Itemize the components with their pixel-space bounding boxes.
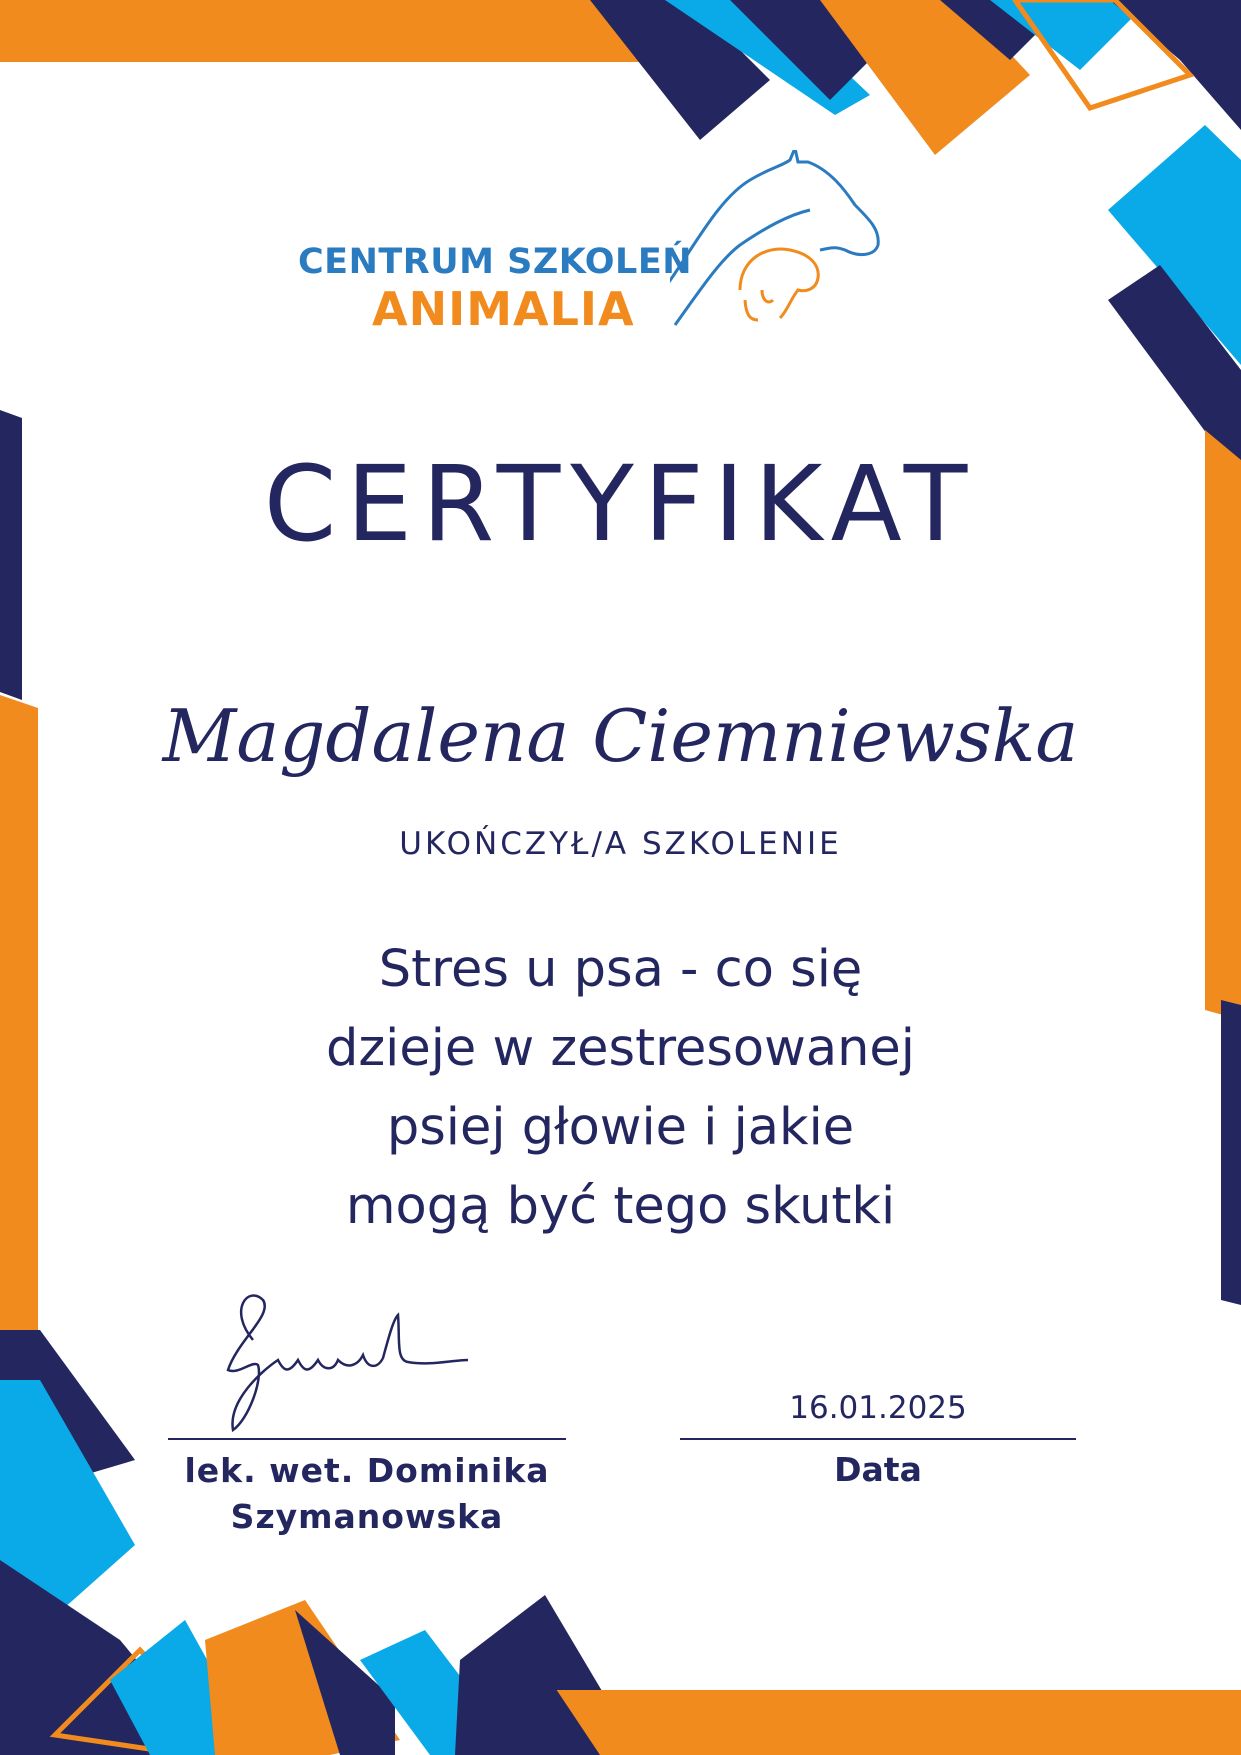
animalia-logo xyxy=(290,150,950,350)
course-title-line: mogą być tego skutki xyxy=(345,1177,896,1236)
logo-line-2: ANIMALIA xyxy=(372,282,635,336)
course-title-line: Stres u psa - co się xyxy=(378,940,863,999)
signer-name-line-2: Szymanowska xyxy=(230,1497,504,1536)
top-orange-bar xyxy=(0,0,640,62)
signature-line xyxy=(168,1438,566,1440)
course-title-line: dzieje w zestresowanej xyxy=(326,1019,915,1078)
course-title-line: psiej głowie i jakie xyxy=(386,1098,855,1157)
right-navy-bar xyxy=(1221,1000,1241,1305)
left-orange-bar xyxy=(0,695,38,1345)
bottom-orange-bar xyxy=(545,1690,1241,1755)
logo-line-1: CENTRUM SZKOLEŃ xyxy=(298,242,693,282)
signer-name-line-1: lek. wet. Dominika xyxy=(184,1451,550,1490)
date-label: Data xyxy=(834,1450,922,1489)
certificate-title: CERTYFIKAT xyxy=(263,443,978,565)
date-value: 16.01.2025 xyxy=(789,1390,967,1426)
course-title xyxy=(200,930,1041,1246)
date-line xyxy=(680,1438,1076,1440)
recipient-name: Magdalena Ciemniewska xyxy=(162,694,1079,778)
completed-training-label: UKOŃCZYŁ/A SZKOLENIE xyxy=(399,826,842,862)
signer-name xyxy=(150,1448,584,1540)
horse-and-dog-logo-icon xyxy=(670,150,950,350)
handwritten-signature xyxy=(208,1280,478,1440)
